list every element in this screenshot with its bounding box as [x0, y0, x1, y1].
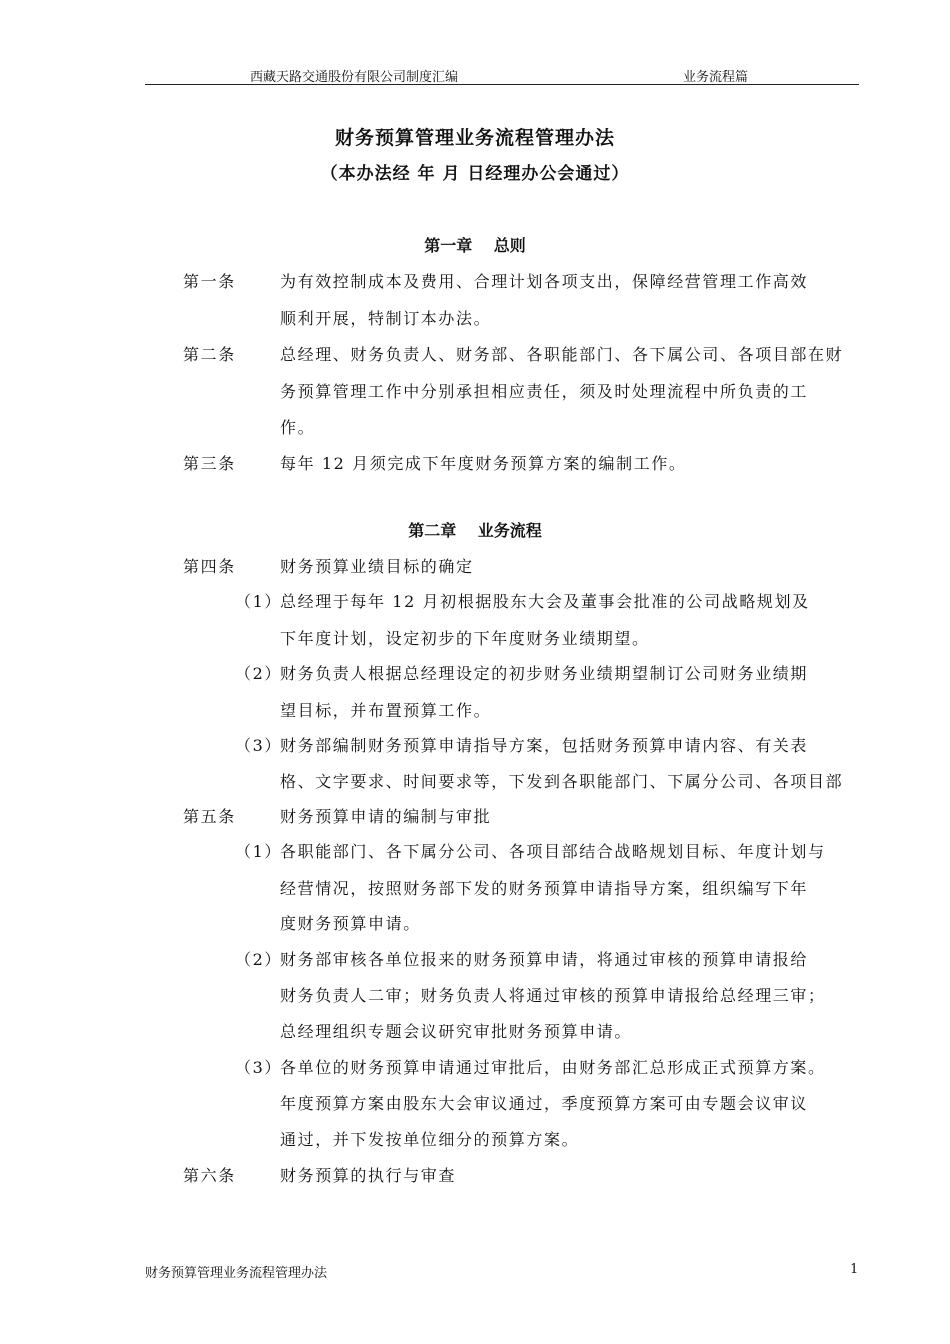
article-5-item-1-num: （1） — [235, 842, 282, 861]
article-4-label: 第四条 — [183, 557, 236, 576]
page-number: 1 — [850, 1262, 859, 1277]
article-5-item-1-line-3: 度财务预算申请。 — [280, 914, 421, 933]
article-4-item-1-num: （1） — [235, 592, 282, 611]
article-1-line-2: 顺利开展，特制订本办法。 — [280, 309, 492, 328]
article-5-item-2-line-1: 财务部审核各单位报来的财务预算申请，将通过审核的预算申请报给 — [280, 950, 809, 969]
article-5-item-2-line-2: 财务负责人二审；财务负责人将通过审核的预算申请报给总经理三审； — [280, 986, 826, 1005]
article-4-item-1-line-1: 总经理于每年 12 月初根据股东大会及董事会批准的公司战略规划及 — [280, 592, 810, 611]
article-4-item-2-num: （2） — [235, 664, 282, 683]
article-6-label: 第六条 — [183, 1166, 236, 1185]
article-4-item-3-line-2: 格、文字要求、时间要求等，下发到各职能部门、下属分公司、各项目部 — [280, 772, 844, 791]
header-company: 西藏天路交通股份有限公司制度汇编 — [250, 70, 459, 85]
article-4-item-3-num: （3） — [235, 736, 282, 755]
article-5-item-3-line-2: 年度预算方案由股东大会审议通过，季度预算方案可由专题会议审议 — [280, 1094, 809, 1113]
article-5-item-1-line-2: 经营情况，按照财务部下发的财务预算申请指导方案，组织编写下年 — [280, 879, 809, 898]
footer-title: 财务预算管理业务流程管理办法 — [145, 1266, 328, 1281]
chapter-2-heading: 第二章 业务流程 — [408, 521, 542, 540]
article-5-item-3-line-1: 各单位的财务预算申请通过审批后，由财务部汇总形成正式预算方案。 — [280, 1058, 826, 1077]
article-5-item-2-line-3: 总经理组织专题会议研究审批财务预算申请。 — [280, 1022, 633, 1041]
article-4-heading: 财务预算业绩目标的确定 — [280, 557, 474, 576]
chapter-1-heading: 第一章 总则 — [424, 236, 526, 255]
article-5-heading: 财务预算申请的编制与审批 — [280, 807, 492, 826]
page-header — [145, 64, 859, 85]
article-5-label: 第五条 — [183, 807, 236, 826]
article-5-item-2-num: （2） — [235, 950, 282, 969]
article-5-item-1-line-1: 各职能部门、各下属分公司、各项目部结合战略规划目标、年度计划与 — [280, 842, 826, 861]
header-section: 业务流程篇 — [683, 70, 749, 85]
article-6-heading: 财务预算的执行与审查 — [280, 1166, 457, 1185]
article-4-item-1-line-2: 下年度计划，设定初步的下年度财务业绩期望。 — [280, 629, 650, 648]
article-2-label: 第二条 — [183, 345, 236, 364]
article-5-item-3-line-3: 通过，并下发按单位细分的预算方案。 — [280, 1130, 580, 1149]
article-4-item-2-line-1: 财务负责人根据总经理设定的初步财务业绩期望制订公司财务业绩期 — [280, 664, 809, 683]
article-5-item-3-num: （3） — [235, 1058, 282, 1077]
article-1-line-1: 为有效控制成本及费用、合理计划各项支出，保障经营管理工作高效 — [280, 272, 809, 291]
article-1-label: 第一条 — [183, 272, 236, 291]
article-3-label: 第三条 — [183, 454, 236, 473]
article-2-line-1: 总经理、财务负责人、财务部、各职能部门、各下属公司、各项目部在财 — [280, 345, 844, 364]
document-subtitle: （本办法经 年 月 日经理办公会通过） — [320, 164, 630, 184]
article-2-line-2: 务预算管理工作中分别承担相应责任，须及时处理流程中所负责的工 — [280, 382, 809, 401]
article-4-item-2-line-2: 望目标，并布置预算工作。 — [280, 701, 492, 720]
article-2-line-3: 作。 — [280, 418, 316, 437]
article-4-item-3-line-1: 财务部编制财务预算申请指导方案，包括财务预算申请内容、有关表 — [280, 736, 809, 755]
article-3-line-1: 每年 12 月须完成下年度财务预算方案的编制工作。 — [280, 454, 687, 473]
document-title: 财务预算管理业务流程管理办法 — [334, 127, 615, 149]
